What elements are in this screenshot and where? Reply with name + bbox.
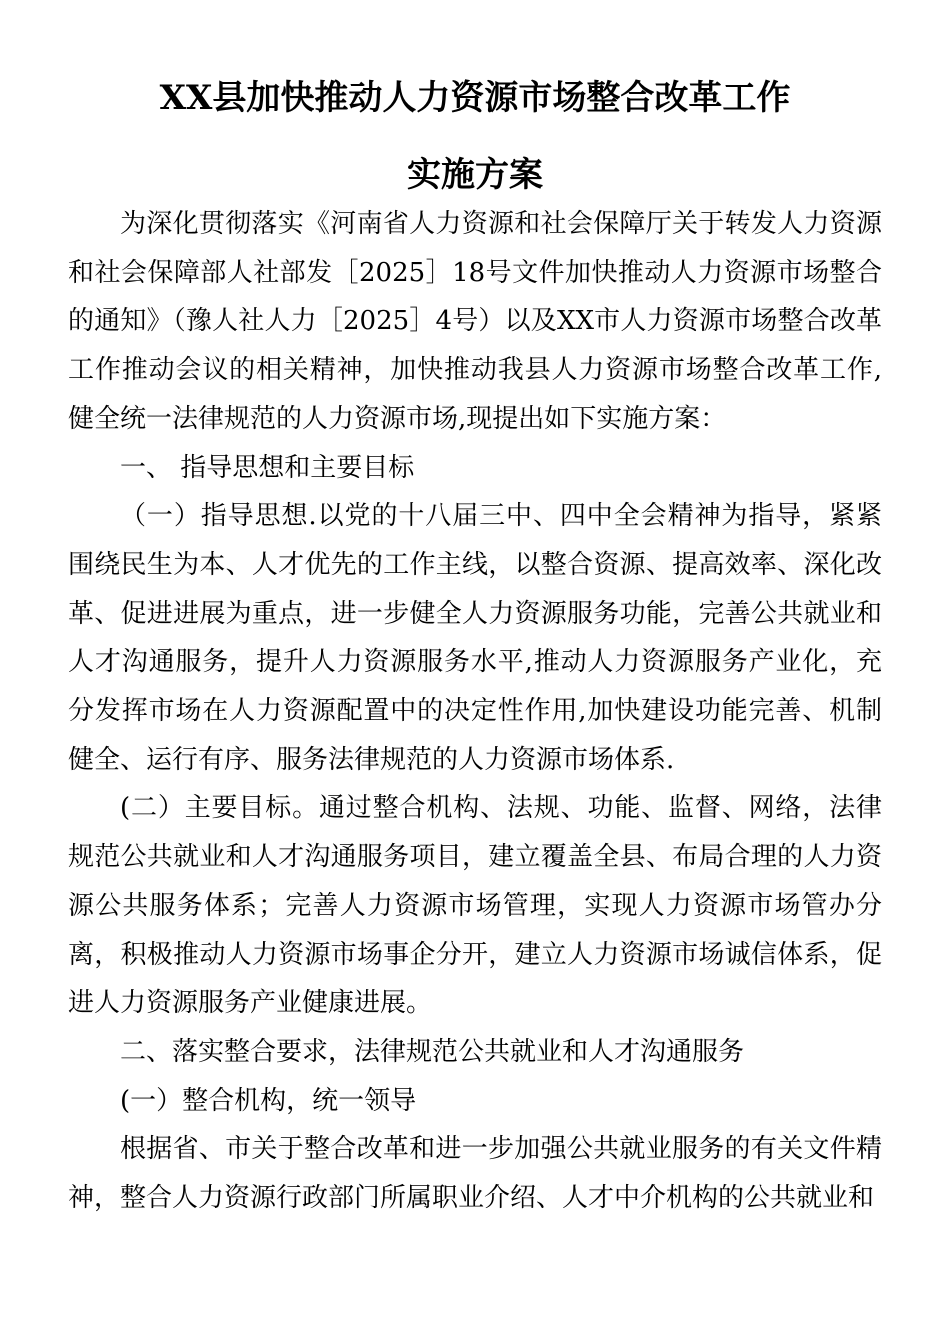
paragraph-guiding-ideology: （一）指导思想.以党的十八届三中、四中全会精神为指导，紧紧围绕民生为本、人才优先的工作主线，以整合资源、提高效率、深化改革、促进进展为重点，进一步健全人力资源服务功能，完善公共就业和人才沟通服务，提升人力资源服务水平,推动人力资源服务产业化，充分发挥市场在人力资源配置中的决定性作用,加快建设功能完善、机制健全、运行有序、服务法律规范的人力资源市场体系.: [68, 501, 882, 775]
paragraph-main-goals: (二）主要目标。通过整合机构、法规、功能、监督、网络，法律规范公共就业和人才沟通服务项目，建立覆盖全县、布局合理的人力资源公共服务体系；完善人力资源市场管理，实现人力资源市场管办分离，积极推动人力资源市场事企分开，建立人力资源市场诚信体系，促进人力资源服务产业健康进展。: [68, 793, 882, 1019]
document-title-line-2: 实施方案: [407, 155, 543, 195]
document-body: [68, 200, 882, 1223]
paragraph-preamble: 为深化贯彻落实《河南省人力资源和社会保障厅关于转发人力资源和社会保障部人社部发［2025］18号文件加快推动人力资源市场整合的通知》（豫人社人力［2025］4号）以及XX市人力资源市场整合改革工作推动会议的相关精神，加快推动我县人力资源市场整合改革工作,健全统一法律规范的人力资源市场,现提出如下实施方案：: [68, 209, 882, 434]
paragraph-integration: 根据省、市关于整合改革和进一步加强公共就业服务的有关文件精神，整合人力资源行政部门所属职业介绍、人才中介机构的公共就业和: [68, 1134, 882, 1214]
section-heading-1: 一、 指导思想和主要目标: [120, 452, 415, 483]
document-title-line-1: XX县加快推动人力资源市场整合改革工作: [159, 78, 791, 118]
subsection-heading: (一）整合机构，统一领导: [120, 1085, 417, 1116]
section-heading-2: 二、落实整合要求，法律规范公共就业和人才沟通服务: [120, 1036, 745, 1067]
